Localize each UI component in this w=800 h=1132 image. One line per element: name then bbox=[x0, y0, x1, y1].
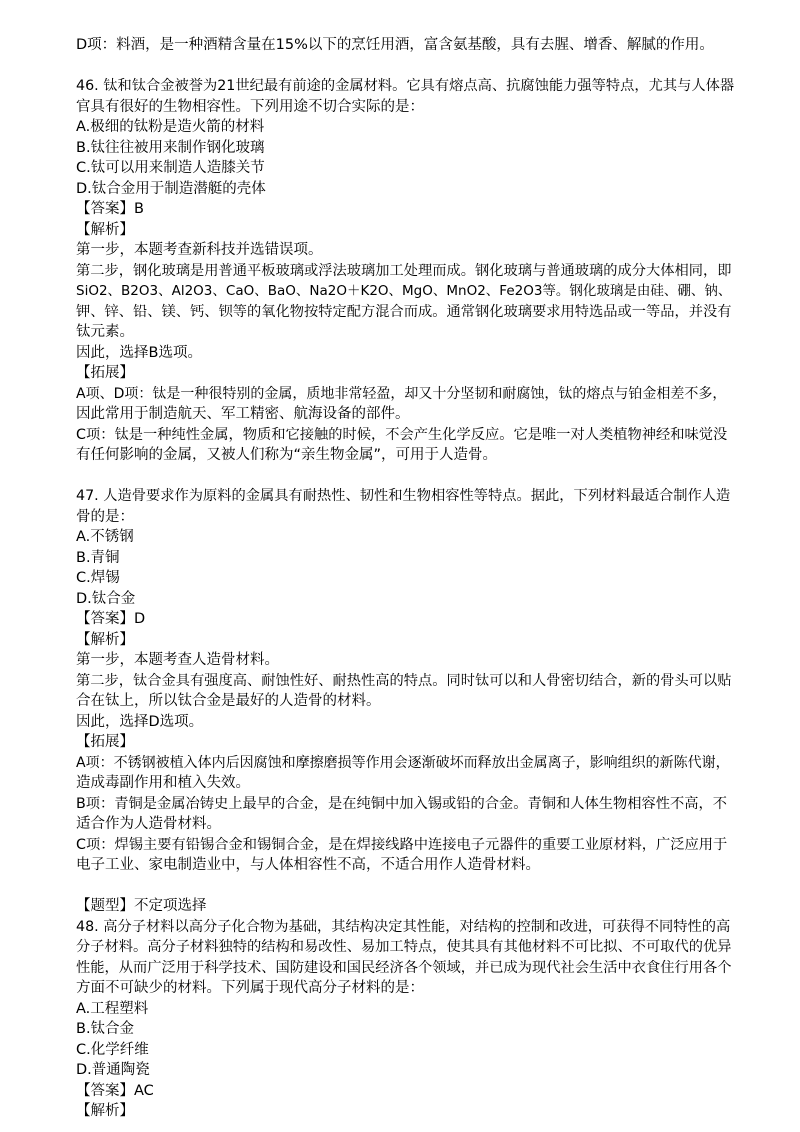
text-line: 【答案】AC bbox=[76, 1082, 154, 1099]
text-line: 【题型】不定项选择 bbox=[76, 898, 207, 914]
paragraph-gap bbox=[76, 56, 736, 77]
text-line: C项：焊锡主要有铅锡合金和锡铜合金，是在焊接线路中连接电子元器件的重要工业原材料，广泛应用于 bbox=[76, 836, 728, 853]
text-line: D.钛合金 bbox=[76, 590, 136, 607]
text-line: 钛元素。 bbox=[76, 324, 134, 340]
text-line: SiO2、B2O3、Al2O3、CaO、BaO、Na2O＋K2O、MgO、MnO2、Fe2O3等。钢化玻璃是由硅、硼、钠、 bbox=[76, 283, 732, 299]
text-line: A项：不锈钢被植入体内后因腐蚀和摩擦磨损等作用会逐渐破坏而释放出金属离子，影响组织的新陈代谢， bbox=[76, 754, 730, 771]
text-line: 【拓展】 bbox=[76, 734, 134, 750]
text-line: 【答案】D bbox=[76, 611, 146, 627]
paragraph-gap bbox=[76, 876, 736, 897]
text-line: 【解析】 bbox=[76, 221, 134, 238]
text-line: D.普通陶瓷 bbox=[76, 1062, 150, 1078]
text-line: D.钛合金用于制造潜艇的壳体 bbox=[76, 180, 266, 197]
text-line: 官具有很好的生物相容性。下列用途不切合实际的是： bbox=[76, 98, 424, 115]
text-line: 合在钛上，所以钛合金是最好的人造骨的材料。 bbox=[76, 693, 381, 709]
paragraph-gap bbox=[76, 466, 736, 487]
text-line: C.钛可以用来制造人造膝关节 bbox=[76, 160, 265, 176]
text-line: B.钛往往被用来制作钢化玻璃 bbox=[76, 139, 265, 156]
text-line: B项：青铜是金属冶铸史上最早的合金，是在纯铜中加入锡或铅的合金。青铜和人体生物相容性不高，不 bbox=[76, 795, 728, 812]
text-line: 【答案】B bbox=[76, 201, 144, 217]
text-line: 47. 人造骨要求作为原料的金属具有耐热性、韧性和生物相容性等特点。据此，下列材料最适合制作人造 bbox=[76, 488, 731, 504]
text-line: 因此，选择B选项。 bbox=[76, 344, 202, 361]
document-page bbox=[76, 35, 736, 1122]
text-line: A.极细的钛粉是造火箭的材料 bbox=[76, 119, 265, 135]
text-line: C项：钛是一种纯性金属，物质和它接触的时候，不会产生化学反应。它是唯一对人类植物神经和味觉没 bbox=[76, 426, 728, 443]
text-line: 【解析】 bbox=[76, 631, 134, 648]
text-line: A项、D项：钛是一种很特别的金属，质地非常轻盈，却又十分坚韧和耐腐蚀，钛的熔点与铂金相差不多， bbox=[76, 385, 727, 402]
text-line: 钾、锌、铅、镁、钙、钡等的氧化物按特定配方混合而成。通常钢化玻璃要求用特选品或一等品，并没有 bbox=[76, 303, 732, 320]
text-line: 【拓展】 bbox=[76, 365, 134, 381]
text-line: B.青铜 bbox=[76, 549, 120, 566]
text-line: 46. 钛和钛合金被誉为21世纪最有前途的金属材料。它具有熔点高、抗腐蚀能力强等特点，尤其与人体器 bbox=[76, 78, 735, 94]
text-line: 有任何影响的金属，又被人们称为“亲生物金属”，可用于人造骨。 bbox=[76, 447, 498, 463]
text-line: D项：料酒，是一种酒精含量在15%以下的烹饪用酒，富含氨基酸，具有去腥、增香、解腻的作用。 bbox=[76, 37, 714, 53]
text-line: 因此，选择D选项。 bbox=[76, 713, 204, 730]
text-line: C.化学纤维 bbox=[76, 1041, 149, 1058]
text-line: 48. 高分子材料以高分子化合物为基础，其结构决定其性能，对结构的控制和改进，可获得不同特性的高 bbox=[76, 918, 731, 935]
text-line: 骨的是： bbox=[76, 508, 134, 525]
text-line: 【解析】 bbox=[76, 1103, 134, 1119]
text-line: 性能，从而广泛用于科学技术、国防建设和国民经济各个领域，并已成为现代社会生活中衣食住行用各个 bbox=[76, 959, 732, 976]
text-line: 分子材料。高分子材料独特的结构和易改性、易加工特点，使其具有其他材料不可比拟、不可取代的优异 bbox=[76, 939, 732, 955]
text-line: B.钛合金 bbox=[76, 1021, 135, 1037]
text-line: 因此常用于制造航天、军工精密、航海设备的部件。 bbox=[76, 406, 410, 422]
text-line: A.工程塑料 bbox=[76, 1000, 149, 1017]
text-line: 第二步，钛合金具有强度高、耐蚀性好、耐热性高的特点。同时钛可以和人骨密切结合，新的骨头可以贴 bbox=[76, 672, 732, 689]
text-line: 第二步，钢化玻璃是用普通平板玻璃或浮法玻璃加工处理而成。钢化玻璃与普通玻璃的成分大体相同，即 bbox=[76, 262, 732, 279]
text-line: C.焊锡 bbox=[76, 570, 120, 586]
text-line: 电子工业、家电制造业中，与人体相容性不高，不适合用作人造骨材料。 bbox=[76, 857, 540, 873]
text-line: 第一步，本题考查人造骨材料。 bbox=[76, 652, 279, 668]
text-line: 适合作为人造骨材料。 bbox=[76, 816, 221, 832]
text-line: 第一步，本题考查新科技并选错误项。 bbox=[76, 242, 323, 258]
text-line: A.不锈钢 bbox=[76, 529, 134, 545]
text-line: 方面不可缺少的材料。下列属于现代高分子材料的是： bbox=[76, 980, 424, 996]
text-line: 造成毒副作用和植入失效。 bbox=[76, 775, 250, 791]
